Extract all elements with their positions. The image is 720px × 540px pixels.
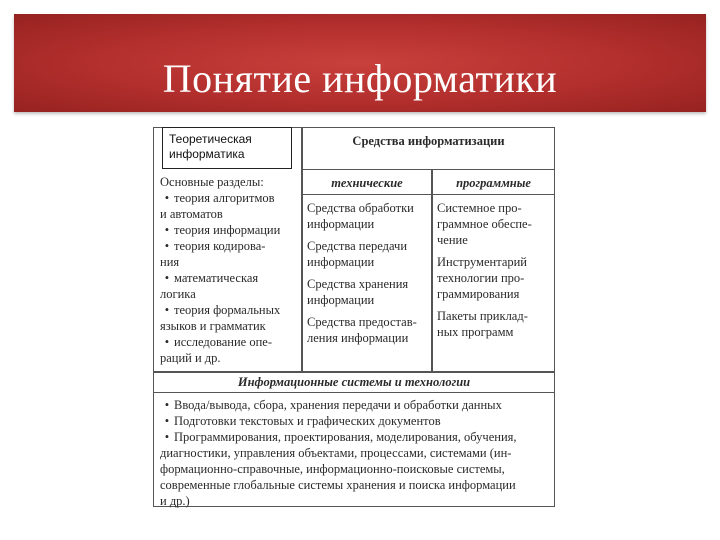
system-item — [160, 413, 552, 429]
system-text: формационно-справочные, информационно-поисковые системы, — [160, 462, 505, 476]
divider-subheader — [301, 194, 555, 195]
software-text: чение — [437, 233, 468, 247]
section-item — [160, 270, 300, 302]
title-bar — [14, 14, 706, 112]
system-text: Подготовки текстовых и графических документов — [174, 414, 441, 428]
bullet: • — [164, 223, 170, 237]
technical-text: Средства хранения — [307, 277, 409, 291]
system-text: Ввода/вывода, сбора, хранения передачи и обработки данных — [174, 398, 502, 412]
bullet: • — [164, 430, 170, 444]
technical-text: информации — [307, 217, 375, 231]
technical-text: Средства обработки — [307, 201, 414, 215]
theoretical-informatics-callout — [162, 127, 292, 169]
section-text: и автоматов — [160, 207, 223, 221]
divider-bottom-header — [154, 392, 554, 393]
section-item — [160, 334, 300, 366]
section-item — [160, 302, 300, 334]
system-text: и др.) — [160, 494, 190, 508]
section-item — [160, 238, 300, 270]
subheader-software: программные — [456, 176, 531, 190]
section-text: теория алгоритмов — [174, 191, 275, 205]
system-item — [160, 397, 552, 413]
callout-line: Теоретическая — [169, 132, 252, 146]
section-text: языков и грамматик — [160, 319, 266, 333]
informatics-table — [153, 127, 555, 507]
bullet: • — [164, 239, 170, 253]
technical-text: ления информации — [307, 331, 409, 345]
subheader-technical: технические — [331, 176, 403, 190]
system-text: современные глобальные системы хранения и поиска информации — [160, 478, 516, 492]
software-item — [437, 200, 553, 248]
technical-item — [307, 314, 431, 346]
section-text: раций и др. — [160, 351, 221, 365]
technical-text: Средства предостав- — [307, 315, 417, 329]
divider-vertical-main — [301, 128, 303, 371]
divider-vertical-right — [431, 169, 433, 371]
callout-line: информатика — [169, 147, 245, 161]
technical-item — [307, 238, 431, 270]
divider-bottom-section — [154, 371, 554, 373]
bullet: • — [164, 191, 170, 205]
divider-header — [301, 169, 555, 170]
section-text: теория кодирова- — [174, 239, 266, 253]
bottom-items — [160, 397, 552, 509]
software-text: граммное обеспе- — [437, 217, 532, 231]
section-text: теория информации — [174, 223, 281, 237]
bullet: • — [164, 414, 170, 428]
section-text: исследование опе- — [174, 335, 273, 349]
section-text: логика — [160, 287, 196, 301]
software-text: Инструментарий — [437, 255, 527, 269]
section-item — [160, 222, 300, 238]
software-text: технологии про- — [437, 271, 525, 285]
technical-item — [307, 276, 431, 308]
bullet: • — [164, 271, 170, 285]
sections-column — [160, 174, 300, 366]
technical-text: информации — [307, 255, 375, 269]
software-column — [437, 200, 553, 346]
software-text: граммирования — [437, 287, 520, 301]
technical-text: информации — [307, 293, 375, 307]
slide-title: Понятие информатики — [162, 56, 558, 101]
section-item — [160, 190, 300, 222]
software-text: Системное про- — [437, 201, 522, 215]
system-item — [160, 429, 552, 509]
software-item — [437, 308, 553, 340]
technical-text: Средства передачи — [307, 239, 408, 253]
system-text: Программирования, проектирования, моделирования, обучения, — [174, 430, 517, 444]
bottom-header: Информационные системы и технологии — [237, 375, 471, 389]
header-means-of-informatization: Средства информатизации — [352, 134, 505, 148]
software-item — [437, 254, 553, 302]
technical-item — [307, 200, 431, 232]
software-text: Пакеты приклад- — [437, 309, 528, 323]
bullet: • — [164, 335, 170, 349]
section-text: математическая — [174, 271, 259, 285]
bullet: • — [164, 398, 170, 412]
technical-column — [307, 200, 431, 352]
system-text: диагностики, управления объектами, процессами, системами (ин- — [160, 446, 512, 460]
section-text: теория формальных — [174, 303, 281, 317]
sections-title: Основные разделы: — [160, 175, 264, 189]
section-text: ния — [160, 255, 180, 269]
bullet: • — [164, 303, 170, 317]
software-text: ных программ — [437, 325, 514, 339]
